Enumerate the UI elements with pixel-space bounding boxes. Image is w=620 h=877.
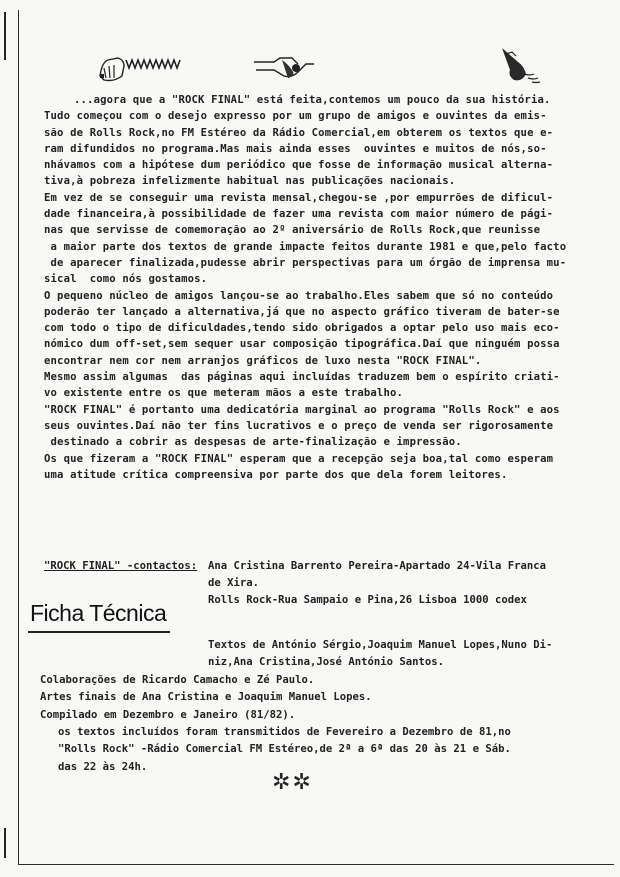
contact-line: Ana Cristina Barrento Pereira-Apartado 24-Vila Franca (208, 560, 547, 572)
text-line: dade financeira,à possibilidade de fazer uma revista com maior número de pági- (44, 208, 554, 221)
text-line: Em vez de se conseguir uma revista mensal,chegou-se ,por empurrões de dificul- (44, 191, 554, 204)
pointing-hand-illustration (498, 46, 546, 86)
handshake-illustration (252, 46, 316, 86)
heading-underline (28, 631, 170, 633)
credits-line: niz,Ana Cristina,José António Santos. (208, 656, 444, 669)
contact-line: Rolls Rock-Rua Sampaio e Pina,26 Lisboa 1000 codex (208, 594, 527, 607)
text-line: nómico dum off-set,sem sequer usar composição tipográfica.Daí que ninguém possa (44, 338, 560, 351)
margin-binding-mark (4, 12, 6, 60)
text-line: tiva,à pobreza infelizmente habitual nas publicações nacionais. (44, 175, 456, 188)
ficha-tecnica-heading: Ficha Técnica (30, 600, 167, 626)
text-line: sical como nós gostamos. (44, 273, 208, 286)
text-line: vo existente entre os que meteram mãos a este trabalho. (44, 387, 404, 400)
text-line: Os que fizeram a "ROCK FINAL" esperam que a recepção seja boa,tal como esperam (44, 452, 554, 465)
compilado-line: Compilado em Dezembro e Janeiro (81/82). (40, 708, 296, 721)
artes-line: Artes finais de Ana Cristina e Joaquim Manuel Lopes. (40, 691, 372, 704)
star-ornament: ✲✲ (272, 770, 313, 795)
text-line: nhávamos com a hipótese dum periódico que fosse de informação musical alterna- (44, 159, 554, 172)
text-line: ram difundidos no programa.Mas mais ainda esses ouvintes e muitos de nós,so- (44, 142, 547, 155)
history-text (44, 92, 574, 483)
transmit-line: "Rolls Rock" -Rádio Comercial FM Estéreo,de 2ª a 6ª das 20 às 21 e Sáb. (58, 743, 511, 756)
contacts-label: "ROCK FINAL" -contactos: (44, 560, 198, 572)
text-line: de aparecer finalizada,pudesse abrir perspectivas para um órgão de imprensa mu- (44, 256, 567, 269)
text-line: são de Rolls Rock,no FM Estéreo da Rádio Comercial,em obterem os textos que e- (44, 126, 554, 139)
text-line: O pequeno núcleo de amigos lançou-se ao trabalho.Eles sabem que só no conteúdo (44, 289, 554, 302)
contact-line: de Xira. (208, 577, 260, 590)
text-line: Mesmo assim algumas das páginas aqui incluídas traduzem bem o espírito criati- (44, 371, 560, 384)
text-line: nas que servisse de comemoração ao 2º aniversário de Rolls Rock,que reunisse (44, 224, 541, 237)
ficha-tecnica-section (40, 637, 580, 776)
text-line: com todo o tipo de dificuldades,tendo sido obrigados a optar pelo uso mais eco- (44, 322, 560, 335)
text-line: ...agora que a "ROCK FINAL" está feita,contemos um pouco da sua história. (74, 94, 551, 106)
transmit-line: das 22 às 24h. (58, 760, 148, 773)
text-line: destinado a cobrir as despesas de arte-finalização e impressão. (44, 436, 462, 449)
text-line: "ROCK FINAL" é portanto uma dedicatória marginal ao programa "Rolls Rock" e aos (44, 403, 560, 416)
margin-binding-mark-bottom (4, 828, 6, 858)
transmit-line: os textos incluídos foram transmitidos de Fevereiro a Dezembro de 81,no (58, 726, 511, 739)
credits-line: Textos de António Sérgio,Joaquim Manuel Lopes,Nuno Di- (208, 639, 553, 651)
collab-line: Colaborações de Ricardo Camacho e Zé Paulo. (40, 673, 315, 686)
hand-with-wave-illustration (96, 46, 206, 86)
text-line: encontrar nem cor nem arranjos gráficos de luxo nesta "ROCK FINAL". (44, 354, 482, 367)
text-line: Tudo começou com o desejo expresso por um grupo de amigos e ouvintes da emis- (44, 110, 547, 123)
text-line: seus ouvintes.Daí não ter fins lucrativos e o preço de venda ser rigorosamente (44, 419, 554, 432)
text-line: uma atitude crítica compreensiva por parte dos que dela forem leitores. (44, 468, 508, 481)
text-line: a maior parte dos textos de grande impacte feitos durante 1981 e que,pelo facto (44, 240, 567, 253)
text-line: poderão ter lançado a alternativa,já que no aspecto gráfico tiveram de bater-se (44, 305, 560, 318)
